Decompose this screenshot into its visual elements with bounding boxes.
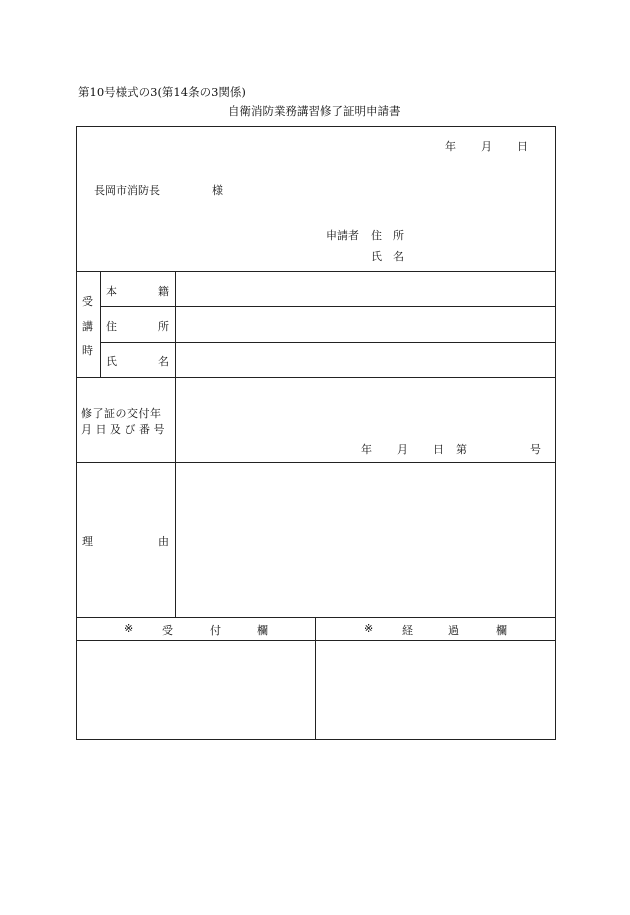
name-label-a: 氏: [106, 355, 117, 368]
divider-label-column: [175, 271, 176, 618]
frame-right-border: [555, 126, 556, 740]
form-title: 自衛消防業務講習修了証明申請書: [228, 104, 401, 118]
certificate-go-label: 号: [530, 443, 541, 456]
honorific: 様: [212, 184, 223, 197]
honseki-label-b: 籍: [158, 285, 169, 298]
reason-label-b: 由: [158, 535, 169, 548]
applicant-address-label: 住 所: [371, 229, 404, 242]
certificate-dai-label: 第: [456, 443, 467, 456]
divider-top-section: [76, 271, 556, 272]
reception-char-3: 欄: [257, 624, 268, 637]
divider-reason-end: [76, 617, 556, 618]
date-year-label: 年: [445, 140, 456, 153]
progress-area[interactable]: [316, 641, 555, 739]
reception-char-1: 受: [162, 624, 173, 637]
frame-bottom-border: [76, 739, 556, 740]
progress-char-3: 欄: [496, 624, 507, 637]
form-number: 第10号様式の3(第14条の3関係): [78, 85, 246, 99]
reason-label-a: 理: [82, 535, 93, 548]
applicant-name-label: 氏 名: [371, 250, 404, 263]
address-label-a: 住: [106, 320, 117, 333]
certificate-year-label: 年: [361, 443, 372, 456]
date-day-label: 日: [517, 140, 528, 153]
divider-attendance-2: [100, 342, 556, 343]
applicant-label: 申請者: [326, 229, 359, 242]
date-month-label: 月: [481, 140, 492, 153]
progress-char-1: 経: [402, 624, 413, 637]
honseki-label-a: 本: [106, 285, 117, 298]
frame-top-border: [76, 126, 556, 127]
certificate-label-line1: 修了証の交付年: [81, 407, 162, 420]
reception-mark: ※: [124, 622, 134, 635]
divider-attendance-group: [100, 271, 101, 378]
certificate-day-label: 日: [433, 443, 444, 456]
progress-mark: ※: [364, 622, 374, 635]
attendance-group-char-2: 講: [82, 320, 93, 333]
name-label-b: 名: [158, 355, 169, 368]
progress-char-2: 過: [448, 624, 459, 637]
certificate-month-label: 月: [397, 443, 408, 456]
divider-attendance-end: [76, 377, 556, 378]
addressee: 長岡市消防長: [94, 184, 160, 197]
attendance-group-char-1: 受: [82, 295, 93, 308]
reception-char-2: 付: [210, 624, 221, 637]
attendance-group-char-3: 時: [82, 344, 93, 357]
reception-area[interactable]: [77, 641, 315, 739]
certificate-label-line2: 月 日 及 び 番 号: [81, 423, 165, 436]
address-label-b: 所: [158, 320, 169, 333]
divider-attendance-1: [100, 306, 556, 307]
divider-certificate-end: [76, 462, 556, 463]
